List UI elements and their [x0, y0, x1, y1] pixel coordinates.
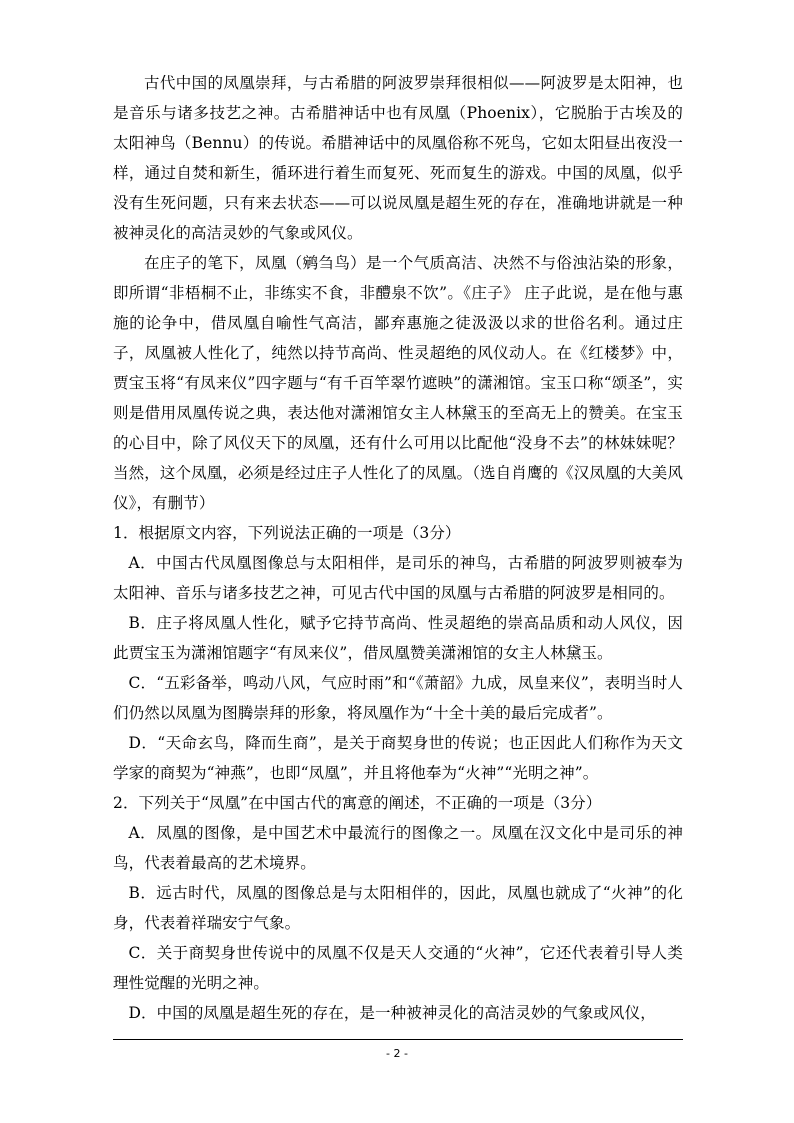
question-2-stem: 2．下列关于“凤凰”在中国古代的寓意的阐述，不正确的一项是（3分） — [113, 794, 602, 812]
question-2-option-a: A．凤凰的图像，是中国艺术中最流行的图像之一。凤凰在汉文化中是司乐的神鸟，代表着最高的艺术境界。 — [113, 824, 683, 872]
question-1-option-d: D．“天命玄鸟，降而生商”，是关于商契身世的传说；也正因此人们称作为天文学家的商契为“神燕”，也即“凤凰”，并且将他奉为“火神”“光明之神”。 — [113, 734, 683, 782]
question-1-option-b: B．庄子将凤凰人性化，赋予它持节高尚、性灵超绝的崇高品质和动人风仪，因此贾宝玉为潇湘馆题字“有凤来仪”，借凤凰赞美潇湘馆的女主人林黛玉。 — [113, 614, 683, 662]
passage-paragraph-2: 在庄子的笔下，凤凰（鹓刍鸟）是一个气质高洁、决然不与俗浊沾染的形象，即所谓“非梧桐不止，非练实不食，非醴泉不饮”。《庄子》 庄子此说，是在他与惠施的论争中，借凤凰自喻性气高洁，鄙弃惠施之徒汲汲以求的世俗名利。通过庄子，凤凰被人性化了，纯然以持节高尚、性灵超绝的风仪动人。在《红楼梦》中，贾宝玉将“有凤来仪”四字题与“有千百竿翠竹遮映”的潇湘馆。宝玉口称“颂圣”，实则是借用凤凰传说之典，表达他对潇湘馆女主人林黛玉的至高无上的赞美。在宝玉的心目中，除了风仪天下的凤凰，还有什么可用以比配他“没身不去”的林妹妹呢？当然，这个凤凰，必须是经过庄子人性化了的凤凰。（选自肖鹰的《汉凤凰的大美风仪》，有删节） — [113, 254, 683, 512]
passage-paragraph-1: 古代中国的凤凰崇拜，与古希腊的阿波罗崇拜很相似——阿波罗是太阳神，也是音乐与诸多技艺之神。古希腊神话中也有凤凰（Phoenix），它脱胎于古埃及的太阳神鸟（Bennu）的传说。希腊神话中的凤凰俗称不死鸟，它如太阳昼出夜没一样，通过自焚和新生，循环进行着生而复死、死而复生的游戏。中国的凤凰，似乎没有生死问题，只有来去状态——可以说凤凰是超生死的存在，准确地讲就是一种被神灵化的高洁灵妙的气象或风仪。 — [113, 74, 683, 242]
question-2-option-d: D．中国的凤凰是超生死的存在，是一种被神灵化的高洁灵妙的气象或风仪， — [128, 1004, 656, 1022]
question-2-option-c: C．关于商契身世传说中的凤凰不仅是天人交通的“火神”，它还代表着引导人类理性觉醒的光明之神。 — [113, 944, 683, 992]
question-1-option-c: C．“五彩备举，鸣动八风，气应时雨”和“《萧韶》九成，凤皇来仪”，表明当时人们仍然以凤凰为图腾崇拜的形象，将凤凰作为“十全十美的最后完成者”。 — [113, 674, 683, 722]
question-1-option-a: A．中国古代凤凰图像总与太阳相伴，是司乐的神鸟，古希腊的阿波罗则被奉为太阳神、音乐与诸多技艺之神，可见古代中国的凤凰与古希腊的阿波罗是相同的。 — [113, 554, 683, 602]
page-content — [113, 68, 683, 1028]
question-1-stem: 1．根据原文内容，下列说法正确的一项是（3分） — [113, 524, 461, 542]
question-2-option-b: B．远古时代，凤凰的图像总是与太阳相伴的，因此，凤凰也就成了“火神”的化身，代表着祥瑞安宁气象。 — [113, 884, 683, 932]
page-number: - 2 - — [386, 1047, 408, 1060]
footer-divider — [113, 1039, 683, 1040]
